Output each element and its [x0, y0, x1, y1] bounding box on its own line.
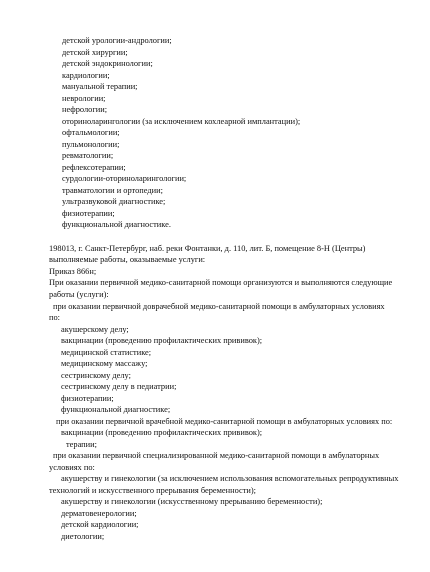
intro-line: При оказании первичной медико-санитарной помощи организуются и выполняются следующие — [49, 278, 393, 287]
section-heading: при оказании первичной специализированной медико-санитарной помощи в амбулаторных — [53, 451, 380, 460]
list-item: детской урологии-андрологии; — [62, 36, 172, 45]
section-heading: при оказании первичной врачебной медико-санитарной помощи в амбулаторных условиях по: — [56, 417, 393, 426]
list-item: ревматологии; — [62, 151, 114, 160]
list-item: детской хирургии; — [62, 48, 128, 57]
intro-line: работы (услуги): — [49, 290, 109, 299]
list-item: ультразвуковой диагностике; — [62, 197, 166, 206]
list-item: физиотерапии; — [62, 209, 115, 218]
list-item: функциональной диагностике. — [62, 220, 171, 229]
list-item: функциональной диагностике; — [61, 405, 171, 414]
list-item: детской кардиологии; — [61, 520, 139, 529]
list-item: оториноларингологии (за исключением кохлеарной имплантации); — [62, 117, 301, 126]
section-heading: при оказании первичной доврачебной медико-санитарной помощи в амбулаторных условиях — [53, 302, 385, 311]
list-item: рефлексотерапии; — [62, 163, 126, 172]
list-item: травматологии и ортопедии; — [62, 186, 163, 195]
list-item: кардиологии; — [62, 71, 110, 80]
list-item: детской эндокринологии; — [62, 59, 153, 68]
section-heading: по: — [49, 313, 60, 322]
list-item: неврологии; — [62, 94, 106, 103]
list-item: вакцинации (проведению профилактических прививок); — [61, 336, 263, 345]
list-item: сестринскому делу в педиатрии; — [61, 382, 177, 391]
list-item: акушерству и гинекологии (искусственному прерыванию беременности); — [61, 497, 323, 506]
works-line: выполняемые работы, оказываемые услуги: — [49, 255, 206, 264]
list-item: офтальмологии; — [62, 128, 120, 137]
section-heading: условиях по: — [49, 463, 95, 472]
list-item: медицинскому массажу; — [61, 359, 148, 368]
list-item: сестринскому делу; — [61, 371, 131, 380]
order-line: Приказ 866н; — [49, 267, 97, 276]
list-item: нефрологии; — [62, 105, 108, 114]
list-item: пульмонологии; — [62, 140, 120, 149]
list-item: вакцинации (проведению профилактических прививок); — [61, 428, 263, 437]
list-item: акушерству и гинекологии (за исключением использования вспомогательных репродуктивных — [61, 474, 399, 483]
list-item: акушерскому делу; — [61, 325, 129, 334]
list-item: терапии; — [66, 440, 97, 449]
list-item: сурдологии-оториноларингологии; — [62, 174, 187, 183]
address-line: 198013, г. Санкт-Петербург, наб. реки Фонтанки, д. 110, лит. Б, помещение 8-Н (Центры) — [49, 244, 366, 253]
list-item: диетологии; — [61, 532, 105, 541]
list-item: мануальной терапии; — [62, 82, 138, 91]
list-item: физиотерапии; — [61, 394, 114, 403]
list-item: дерматовенерологии; — [61, 509, 137, 518]
list-item: медицинской статистике; — [61, 348, 152, 357]
list-item: технологий и искусственного прерывания беременности); — [49, 486, 256, 495]
